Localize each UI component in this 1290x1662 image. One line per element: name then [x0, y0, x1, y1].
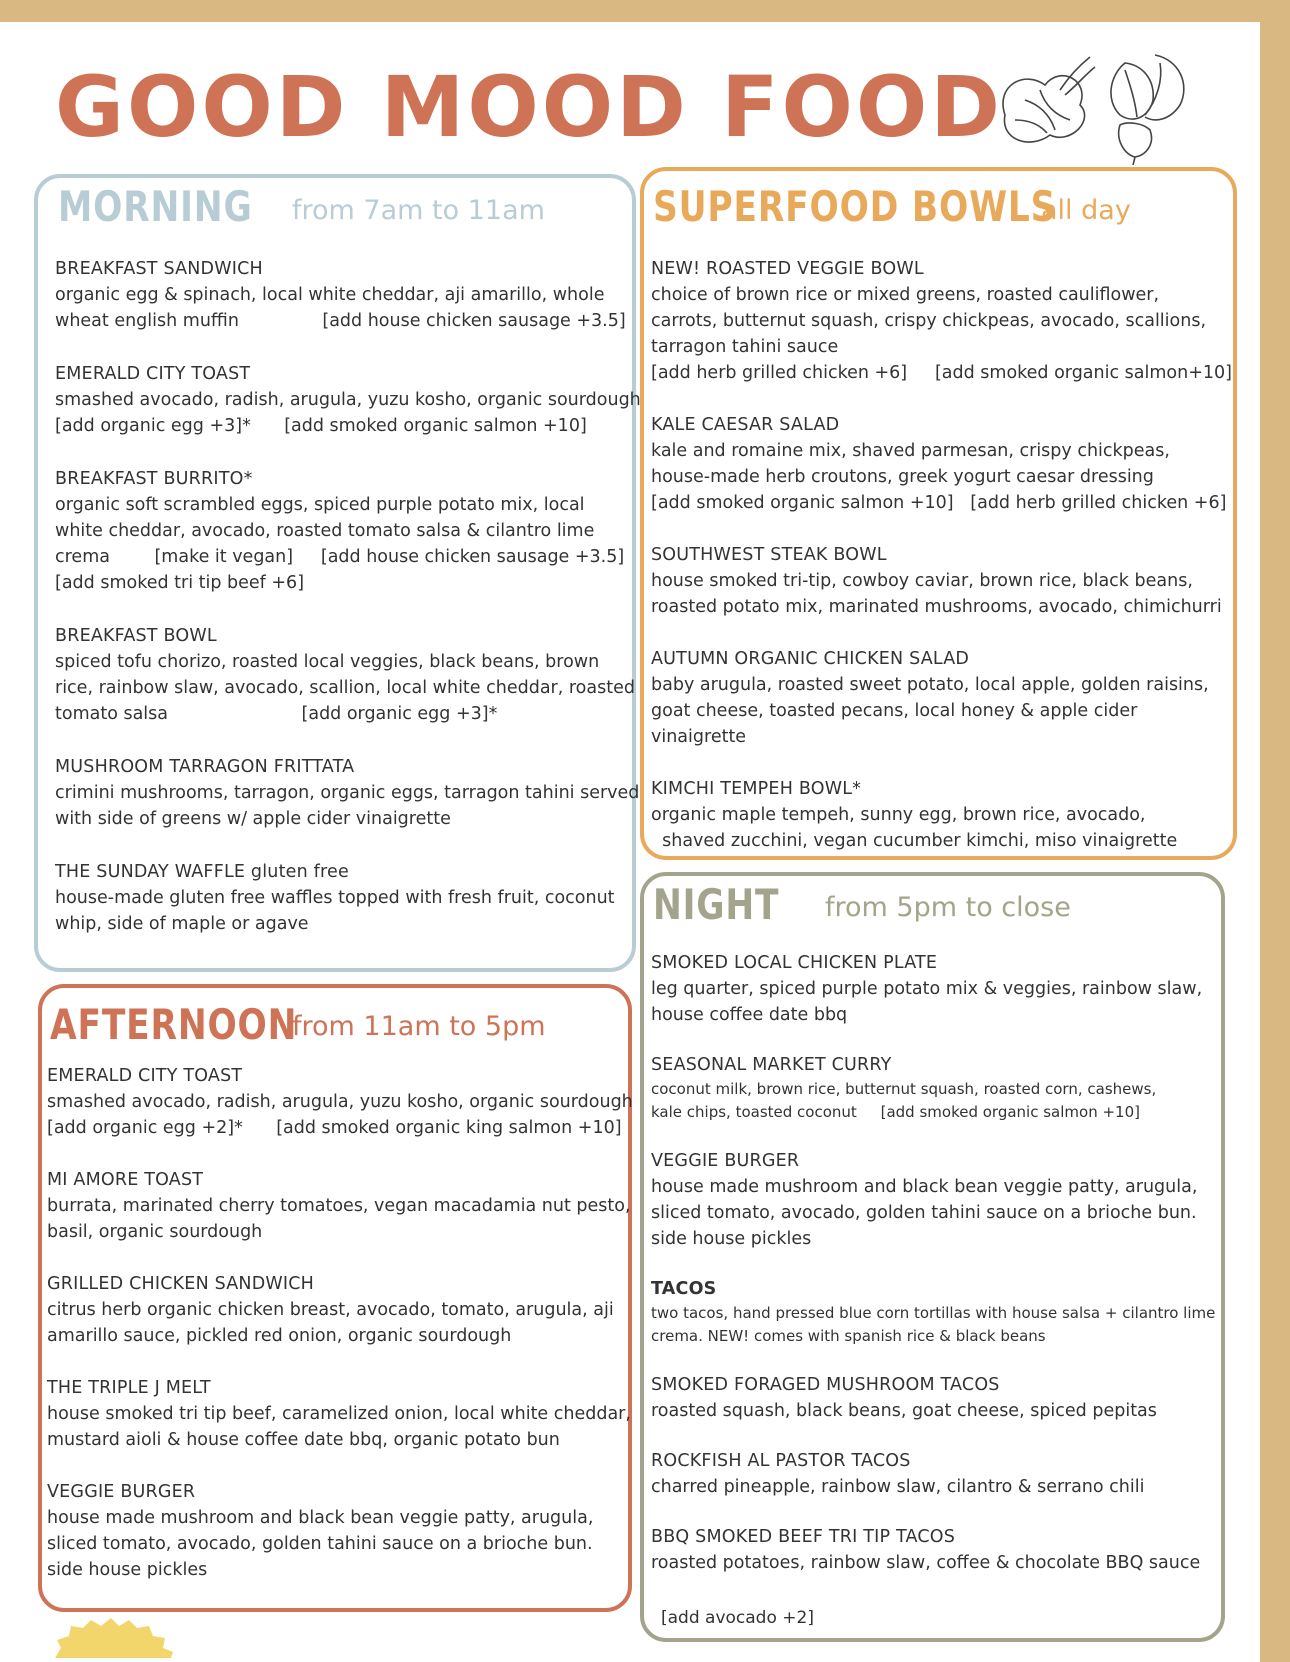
menu-item-description: kale chips, toasted coconut [add smoked organic salmon +10] [651, 1103, 1140, 1121]
menu-item [47, 1167, 631, 1245]
menu-item-name: THE TRIPLE J MELT [47, 1378, 211, 1398]
menu-item-description: two tacos, hand pressed blue corn tortillas with house salsa + cilantro lime [651, 1304, 1216, 1322]
menu-item-name: GRILLED CHICKEN SANDWICH [47, 1274, 315, 1294]
menu-item-name: SOUTHWEST STEAK BOWL [651, 545, 887, 565]
menu-item-description: house smoked tri tip beef, caramelized onion, local white cheddar, [47, 1404, 631, 1424]
afternoon-items [47, 1063, 633, 1609]
menu-item-description: [add smoked tri tip beef +6] [55, 573, 305, 593]
menu-item [47, 1479, 627, 1583]
morning-items [55, 256, 640, 964]
menu-item-name: TACOS [651, 1279, 717, 1299]
menu-item [651, 1148, 1216, 1252]
menu-item-description: amarillo sauce, pickled red onion, organic sourdough [47, 1326, 512, 1346]
superfood-heading: SUPERFOOD BOWLS [653, 182, 1057, 231]
menu-item-name: BREAKFAST BURRITO* [55, 469, 253, 489]
menu-item [651, 776, 1216, 854]
menu-item [47, 1271, 627, 1349]
menu-item-description: side house pickles [651, 1229, 812, 1249]
menu-item-description: crimini mushrooms, tarragon, organic eggs, tarragon tahini served [55, 783, 640, 803]
menu-item-name: VEGGIE BURGER [47, 1482, 196, 1502]
menu-item-description: tarragon tahini sauce [651, 337, 839, 357]
menu-item-name: KALE CAESAR SALAD [651, 415, 840, 435]
menu-item-description: charred pineapple, rainbow slaw, cilantro & serrano chili [651, 1477, 1145, 1497]
menu-item-description: sliced tomato, avocado, golden tahini sauce on a brioche bun. [651, 1203, 1197, 1223]
night-heading: NIGHT [653, 880, 780, 929]
menu-item [55, 754, 640, 832]
menu-item [651, 412, 1227, 516]
menu-item-name: MI AMORE TOAST [47, 1170, 204, 1190]
menu-item [651, 542, 1222, 620]
menu-item-name: BREAKFAST SANDWICH [55, 259, 263, 279]
menu-item-name: SEASONAL MARKET CURRY [651, 1055, 892, 1075]
menu-item-description: whip, side of maple or agave [55, 914, 309, 934]
menu-item-name: VEGGIE BURGER [651, 1151, 800, 1171]
afternoon-hours: from 11am to 5pm [292, 1011, 546, 1042]
menu-item-description: coconut milk, brown rice, butternut squash, roasted corn, cashews, [651, 1080, 1157, 1098]
menu-item-description: house coffee date bbq [651, 1005, 848, 1025]
menu-item [651, 1448, 1216, 1500]
menu-item-description: goat cheese, toasted pecans, local honey & apple cider [651, 701, 1138, 721]
menu-item-description: wheat english muffin [add house chicken sausage +3.5] [55, 311, 626, 331]
menu-item-description: organic maple tempeh, sunny egg, brown rice, avocado, [651, 805, 1146, 825]
menu-item-description: rice, rainbow slaw, avocado, scallion, local white cheddar, roasted [55, 678, 635, 698]
menu-item-description: smashed avocado, radish, arugula, yuzu kosho, organic sourdough [47, 1092, 633, 1112]
menu-item-name: NEW! ROASTED VEGGIE BOWL [651, 259, 924, 279]
menu-item-description: basil, organic sourdough [47, 1222, 263, 1242]
menu-item-description: roasted potato mix, marinated mushrooms, avocado, chimichurri [651, 597, 1222, 617]
menu-item-name: EMERALD CITY TOAST [47, 1066, 243, 1086]
menu-item-name: AUTUMN ORGANIC CHICKEN SALAD [651, 649, 970, 669]
menu-item-description: house made mushroom and black bean veggie patty, arugula, [47, 1508, 594, 1528]
night-addon: [add avocado +2] [661, 1608, 814, 1628]
night-hours: from 5pm to close [825, 892, 1071, 923]
menu-item-description: sliced tomato, avocado, golden tahini sauce on a brioche bun. [47, 1534, 593, 1554]
menu-item-description: burrata, marinated cherry tomatoes, vegan macadamia nut pesto, [47, 1196, 631, 1216]
menu-item [47, 1375, 631, 1453]
menu-item [55, 256, 640, 334]
menu-item-description: citrus herb organic chicken breast, avocado, tomato, arugula, aji [47, 1300, 614, 1320]
menu-item [55, 623, 640, 727]
menu-item-description: roasted squash, black beans, goat cheese, spiced pepitas [651, 1401, 1157, 1421]
menu-item-description: leg quarter, spiced purple potato mix & veggies, rainbow slaw, [651, 979, 1203, 999]
afternoon-heading: AFTERNOON [50, 1000, 298, 1049]
menu-item [651, 1524, 1216, 1576]
menu-item [651, 1052, 1216, 1124]
menu-item-description: organic egg & spinach, local white cheddar, aji amarillo, whole [55, 285, 605, 305]
menu-item-description: mustard aioli & house coffee date bbq, organic potato bun [47, 1430, 560, 1450]
menu-item [651, 1372, 1216, 1424]
menu-item [651, 646, 1216, 750]
menu-item-description: house made mushroom and black bean veggie patty, arugula, [651, 1177, 1198, 1197]
menu-item-description: spiced tofu chorizo, roasted local veggies, black beans, brown [55, 652, 600, 672]
menu-item [55, 361, 640, 439]
night-items [651, 950, 1216, 1600]
menu-item [47, 1063, 633, 1141]
menu-item [651, 1276, 1216, 1348]
menu-item-name: BBQ SMOKED BEEF TRI TIP TACOS [651, 1527, 956, 1547]
menu-item-description: crema. NEW! comes with spanish rice & black beans [651, 1327, 1046, 1345]
sun-icon [55, 1618, 195, 1658]
menu-item-name: THE SUNDAY WAFFLE gluten free [55, 862, 349, 882]
menu-item-name: KIMCHI TEMPEH BOWL* [651, 779, 862, 799]
menu-item [651, 950, 1216, 1028]
menu-item-name: ROCKFISH AL PASTOR TACOS [651, 1451, 911, 1471]
menu-item-description: vinaigrette [651, 727, 747, 747]
vegetable-sketch-icon [985, 45, 1205, 165]
menu-item-description: [add herb grilled chicken +6] [add smoked organic salmon+10] [651, 363, 1232, 383]
menu-title: GOOD MOOD FOOD [55, 58, 1004, 156]
menu-item-name: SMOKED LOCAL CHICKEN PLATE [651, 953, 938, 973]
menu-item [55, 466, 640, 596]
menu-item-description: smashed avocado, radish, arugula, yuzu kosho, organic sourdough [55, 390, 641, 410]
menu-item-description: house smoked tri-tip, cowboy caviar, brown rice, black beans, [651, 571, 1193, 591]
menu-item-description: choice of brown rice or mixed greens, roasted cauliflower, [651, 285, 1160, 305]
menu-item-description: house-made gluten free waffles topped with fresh fruit, coconut [55, 888, 615, 908]
menu-item-description: [add smoked organic salmon +10] [add herb grilled chicken +6] [651, 493, 1227, 513]
menu-item-description: tomato salsa [add organic egg +3]* [55, 704, 498, 724]
menu-item-description: [add organic egg +3]* [add smoked organic salmon +10] [55, 416, 587, 436]
menu-item-description: house-made herb croutons, greek yogurt caesar dressing [651, 467, 1154, 487]
superfood-items [651, 256, 1232, 880]
superfood-hours: all day [1041, 195, 1131, 226]
menu-item-description: kale and romaine mix, shaved parmesan, crispy chickpeas, [651, 441, 1170, 461]
menu-item-description: side house pickles [47, 1560, 208, 1580]
morning-hours: from 7am to 11am [292, 195, 545, 226]
menu-item-description: carrots, butternut squash, crispy chickpeas, avocado, scallions, [651, 311, 1207, 331]
menu-item-description: organic soft scrambled eggs, spiced purple potato mix, local [55, 495, 585, 515]
menu-item-description: with side of greens w/ apple cider vinaigrette [55, 809, 451, 829]
menu-item [651, 256, 1232, 386]
menu-item-description: white cheddar, avocado, roasted tomato salsa & cilantro lime [55, 521, 595, 541]
menu-item-description: shaved zucchini, vegan cucumber kimchi, miso vinaigrette [651, 831, 1178, 851]
menu-item-description: roasted potatoes, rainbow slaw, coffee & chocolate BBQ sauce [651, 1553, 1201, 1573]
menu-item-name: BREAKFAST BOWL [55, 626, 217, 646]
menu-item-description: baby arugula, roasted sweet potato, local apple, golden raisins, [651, 675, 1209, 695]
menu-item-name: MUSHROOM TARRAGON FRITTATA [55, 757, 355, 777]
morning-heading: MORNING [58, 182, 253, 231]
menu-item-description: [add organic egg +2]* [add smoked organic king salmon +10] [47, 1118, 622, 1138]
menu-item [55, 859, 640, 937]
menu-item-name: EMERALD CITY TOAST [55, 364, 251, 384]
menu-item-name: SMOKED FORAGED MUSHROOM TACOS [651, 1375, 1000, 1395]
menu-item-description: crema [make it vegan] [add house chicken sausage +3.5] [55, 547, 625, 567]
